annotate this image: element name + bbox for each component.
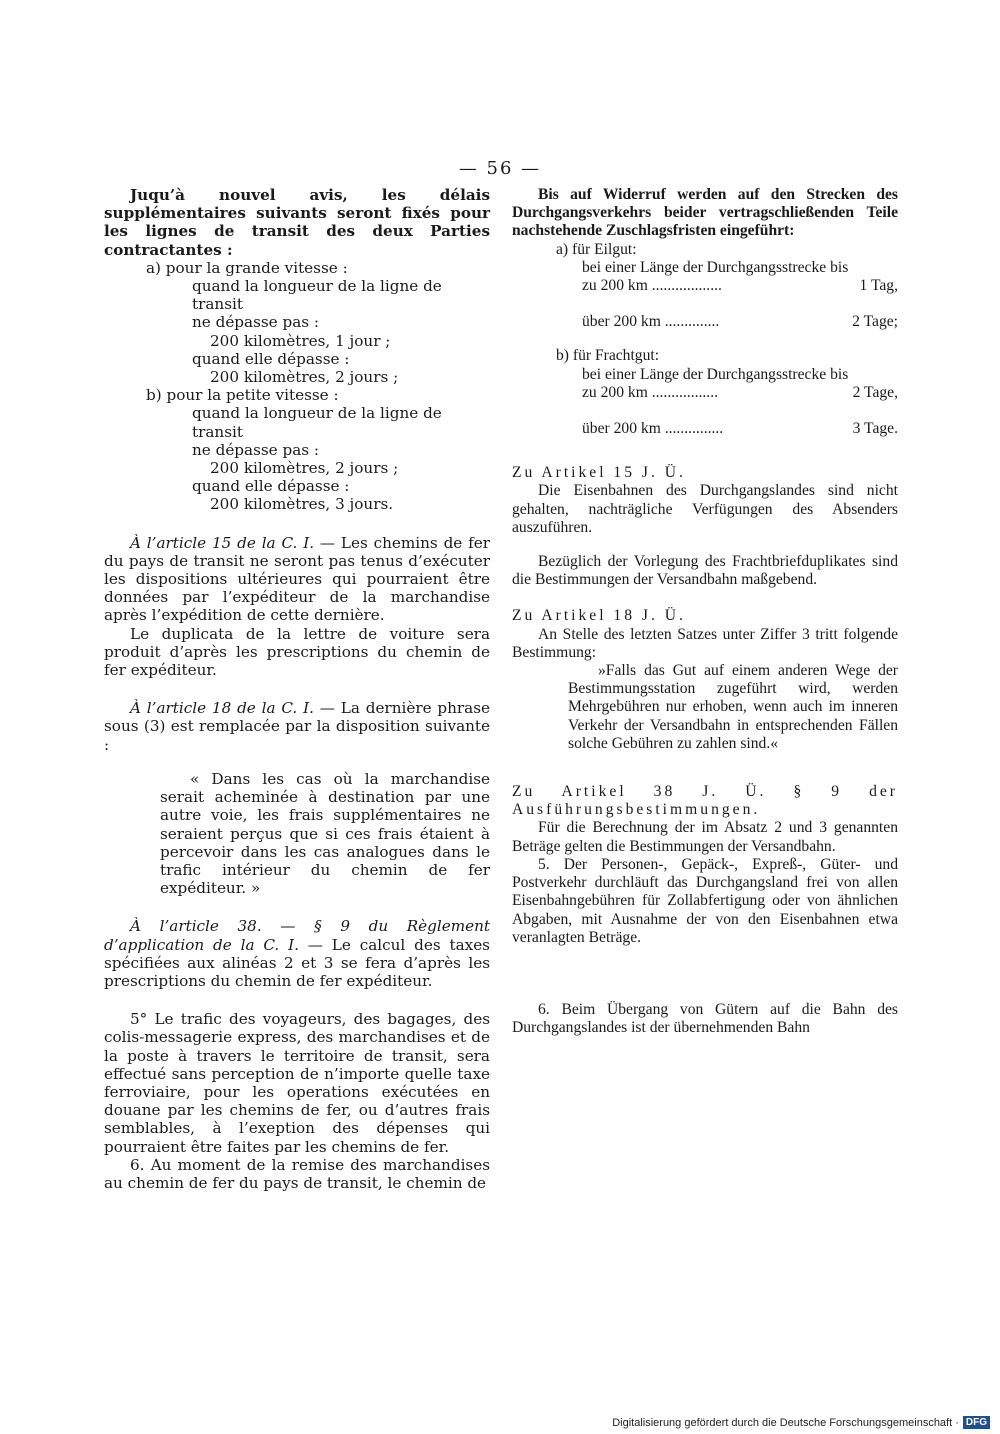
fr-item-b: b) pour la petite vitesse : [146,386,339,405]
footer [612,1416,990,1429]
de-item-a-row2-value: 2 Tage; [852,313,898,331]
fr-item-a-line4: quand elle dépasse : [192,349,350,368]
fr-article-38 [104,917,490,990]
de-article-15-text: Die Eisenbahnen des Durchgangslandes sind nicht gehalten, nachträgliche Verfügungen des Absenders auszuführen. [512,482,898,536]
fr-article-18-quote: « Dans les cas où la marchandise serait acheminée à destination par une autre voie, les frais supplémentaires ne seraient perçus que si ces frais étaient à percevoir dans les cas analogues dans le trafic intérieur du chemin de fer expéditeur. » [160,769,490,898]
fr-article-15 [104,534,490,625]
fr-item-a: a) pour la grande vitesse : [146,258,348,277]
de-intro-paragraph: Bis auf Widerruf werden auf den Strecken des Durchgangsverkehrs beider vertragschließenden Teile nachstehende Zuschlagsfristen eingeführt: [512,186,898,240]
de-item-a-row1-label: zu 200 km .................. [582,277,722,295]
de-article-18-text: An Stelle des letzten Satzes unter Ziffer 3 tritt folgende Bestimmung: [512,625,898,661]
de-item-a: a) für Eilgut: [556,240,637,258]
fr-article-38-heading: À l’article 38. — § 9 du Règlement d’application de la C. I. [104,917,490,954]
fr-item-b-line2: ne dépasse pas : [192,440,320,459]
de-item-b-row1-value: 2 Tage, [852,383,898,401]
german-column [512,186,898,1037]
de-item-b-row1-label: zu 200 km ................. [582,383,719,401]
de-article-18-quote: »Falls das Gut auf einem anderen Wege der Bestimmungsstation zugeführt wird, werden Mehrgebühren nur erhoben, wenn auch im inneren Verkehr der Versandbahn in entsprechenden Fällen solche Gebühren zu zahlen sind.« [568,662,898,752]
de-paragraph-6: 6. Beim Übergang von Gütern auf die Bahn des Durchgangslandes ist der übernehmenden Bahn [512,1000,898,1037]
dfg-logo: DFG [963,1416,990,1429]
fr-article-38-text: — Le calcul des taxes spécifiées aux alinéas 2 et 3 se fera d’après les prescriptions du chemin de fer expéditeur. [104,935,490,990]
page-number: — 56 — [458,158,542,179]
fr-article-15-heading: À l’article 15 de la C. I. [130,533,315,552]
fr-article-18-heading: À l’article 18 de la C. I. [130,699,314,718]
de-item-a-row1-value: 1 Tag, [859,277,898,295]
de-item-b-row2-value: 3 Tage. [852,420,898,438]
de-item-a-row1 [512,277,898,295]
de-article-18-heading: Zu Artikel 18 J. Ü. [512,607,686,625]
de-item-b: b) für Frachtgut: [556,347,660,365]
de-article-15-paragraph2: Bezüglich der Vorlegung des Frachtbriefduplikates sind die Bestimmungen der Versandbahn maßgebend. [512,553,898,589]
french-column [104,186,490,1192]
footer-text: Digitalisierung gefördert durch die Deutsche Forschungsgemeinschaft · [612,1416,959,1429]
fr-item-a-line2: ne dépasse pas : [192,313,320,332]
fr-item-a-line3: 200 kilomètres, 1 jour ; [210,331,391,350]
fr-paragraph-6: 6. Au moment de la remise des marchandises au chemin de fer du pays de transit, le chemin de [104,1155,490,1192]
fr-item-b-line1: quand la longueur de la ligne de transit [192,404,442,441]
de-item-a-line1: bei einer Länge der Durchgangsstrecke bis [582,258,849,276]
fr-item-b-line4: quand elle dépasse : [192,477,350,496]
de-item-b-row2-label: über 200 km ............... [582,420,724,438]
de-item-a-row2-label: über 200 km .............. [582,313,720,331]
de-item-b-row2 [512,420,898,438]
fr-article-18 [104,699,490,754]
fr-item-b-line5: 200 kilomètres, 3 jours. [210,495,394,514]
de-item-a-row2 [512,313,898,331]
fr-article-18-text: — La dernière phrase sous (3) est remplacée par la disposition suivante : [104,699,490,754]
de-paragraph-5: 5. Der Personen-, Gepäck-, Expreß-, Güter- und Postverkehr durchläuft das Durchgangsland frei von allen Eisenbahngebühren für Zollabfertigung oder von ähnlichen Abgaben, mit Ausnahme der von den Eisenbahnen etwa veranlagten Beträge. [512,855,898,946]
fr-article-15-text: — Les chemins de fer du pays de transit ne seront pas tenus d’exécuter les dispositions ultérieures qui pourraient être données par l’expéditeur de la marchandise après l’expédition de cette dernière. [104,533,490,625]
de-item-b-row1 [512,384,898,402]
fr-item-b-line3: 200 kilomètres, 2 jours ; [210,459,399,478]
fr-paragraph-5: 5° Le trafic des voyageurs, des bagages, des colis-messagerie express, des marchandises et de la poste à travers le territoire de transit, sera effectué sans perception de n’importe quelle taxe ferroviaire, pour les operations exécutées en douane par les chemins de fer, ou d’autres frais semblables, à l’exeption des dépenses qui pourraient être faites par les chemins de fer. [104,1010,490,1156]
de-article-38-text: Für die Berechnung der im Absatz 2 und 3 genannten Beträge gelten die Bestimmungen der Versandbahn. [512,819,898,855]
de-article-15-heading: Zu Artikel 15 J. Ü. [512,464,686,482]
fr-item-a-line5: 200 kilomètres, 2 jours ; [210,368,399,387]
de-article-38-heading: Zu Artikel 38 J. Ü. § 9 der Ausführungsbestimmungen. [512,783,898,819]
fr-intro-paragraph: Juqu’à nouvel avis, les délais supplémentaires suivants seront fixés pour les lignes de transit des deux Parties contractantes : [104,186,490,259]
fr-article-15-paragraph2: Le duplicata de la lettre de voiture sera produit d’après les prescriptions du chemin de fer expéditeur. [104,624,490,680]
de-item-b-line1: bei einer Länge der Durchgangsstrecke bis [582,365,849,383]
fr-item-a-line1: quand la longueur de la ligne de transit [192,277,442,314]
